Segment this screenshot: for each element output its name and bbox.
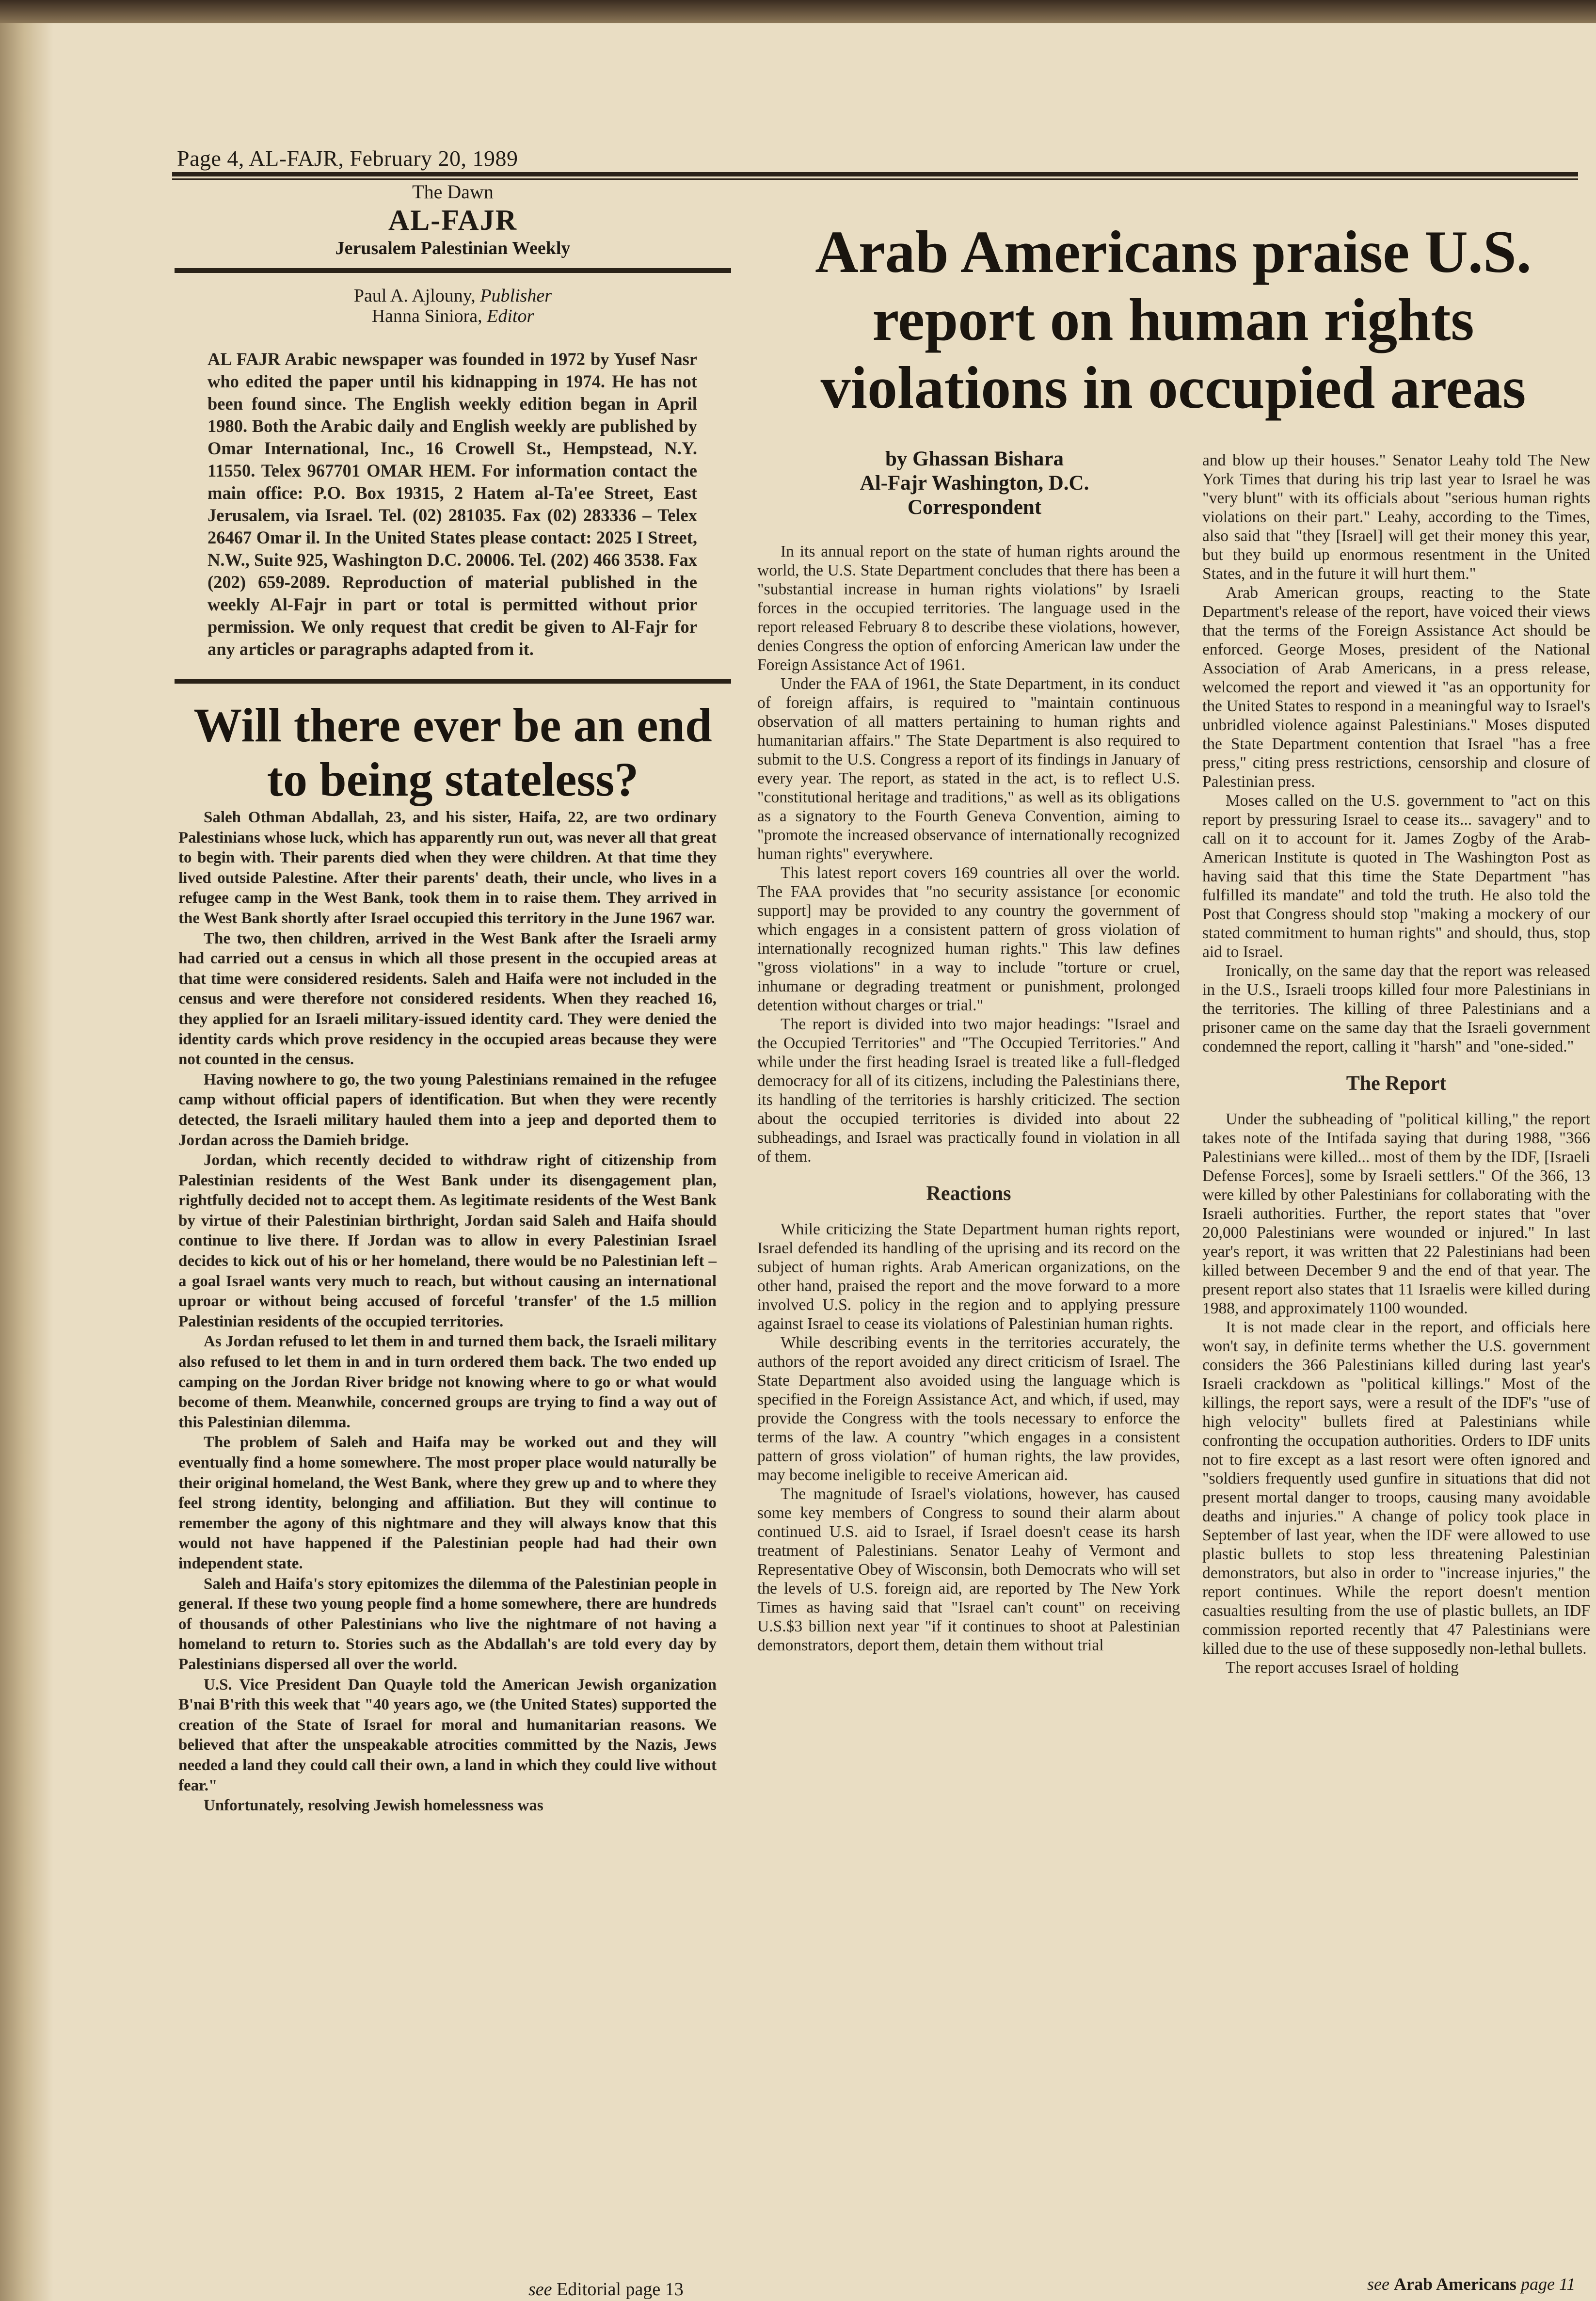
article-paragraph: The magnitude of Israel's violations, however, has caused some key members of Congress to sound their alarm about continued U.S. aid to Israel, if Israel doesn't cease its harsh treatment of Palestinians. Senator Leahy of Vermont and Representative Obey of Wisconsin, both Democrats who will set the levels of U.S. foreign aid, are reported by The New York Times as having said that "Israel can't count" on receiving U.S.$3 billion next year "if it continues to shoot at Palestinian demonstrators, deport them, detain them without trial (757, 1485, 1180, 1654)
editorial-body (178, 808, 717, 1816)
page-header-line: Page 4, AL-FAJR, February 20, 1989 (177, 146, 518, 171)
editorial-jump-see: see (528, 2279, 552, 2300)
header-rule-top (172, 172, 1578, 176)
editorial-paragraph: The two, then children, arrived in the West Bank after the Israeli army had carried out a census in which all those present in the occupied areas at that time were considered residents. Saleh and Haifa were not included in the census and were therefore not considered residents. When they reached 16, they applied for an Israeli military-issued identity card. They were denied the identity cards which prove residency in the occupied areas because they were not counted in the census. (178, 929, 717, 1069)
header-rule-thin (172, 178, 1578, 180)
article-paragraph: Arab American groups, reacting to the State Department's release of the report, have voiced their views that the terms of the Foreign Assistance Act should be enforced. George Moses, president of the National Association of Arab Americans, in a press release, welcomed the report and viewed it "as an opportunity for the United States to respond in a meaningful way to Israel's unbridled violence against Palestinians." Moses disputed the State Department contention that Israel "has a free press," citing press restrictions, censorship and closure of Palestinian press. (1202, 584, 1590, 791)
editorial-paragraph: Jordan, which recently decided to withdraw right of citizenship from Palestinian residents of the West Bank under its disengagement plan, rightfully decided not to accept them. As legitimate residents of the West Bank by virtue of their Palestinian birthright, Jordan said Saleh and Haifa should continue to live there. If Jordan was to allow in every Palestinian Israel decides to kick out of his or her homeland, there would be no Palestinian left – a goal Israel wants very much to reach, but without causing an international uproar or without being accused of forceful 'transfer' of the 1.5 million Palestinian residents of the occupied territories. (178, 1151, 717, 1330)
article-byline (756, 447, 1193, 520)
editorial-paragraph: Saleh and Haifa's story epitomizes the dilemma of the Palestinian people in general. If these two young people find a home somewhere, there are hundreds of thousands of other Palestinians who live the nightmare of not having a homeland to return to. Stories such as the Abdallah's are told every day by Palestinians dispersed all over the world. (178, 1575, 717, 1673)
masthead-subtitle: Jerusalem Palestinian Weekly (335, 238, 571, 258)
publisher-name: Paul A. Ajlouny, (353, 286, 476, 306)
article-column-2 (1202, 451, 1590, 1677)
editorial-rule (175, 679, 731, 684)
article-column-1 (757, 542, 1180, 1655)
article-paragraph: It is not made clear in the report, and officials here won't say, in definite terms whether the U.S. government considers the 366 Palestinians killed during last year's Israeli crackdown as "political killings." Most of the killings, the report says, were a result of the IDF's "use of high velocity" bullets fired at Palestinians while confronting the occupation authorities. Orders to IDF units not to fire except as a last resort were often ignored and "soldiers frequently used gunfire in situations that did not present mortal danger to troops, causing many avoidable deaths and injuries." A change of policy took place in September of last year, when the IDF were allowed to use plastic bullets to stop less threatening Palestinian demonstrators, but also in order to "increase injuries," the report continues. While the report doesn't mention casualties resulting from the use of plastic bullets, an IDF commission reported recently that 47 Palestinians were killed due to the use of these supposedly non-lethal bullets. (1202, 1318, 1590, 1658)
editorial-paragraph: Saleh Othman Abdallah, 23, and his sister, Haifa, 22, are two ordinary Palestinians whose luck, which has apparently run out, was never all that great to begin with. Their parents died when they were children. At that time they lived outside Palestine. After their parents' death, their uncle, who lives in a refugee camp in the West Bank, took them in to raise them. They arrived in the West Bank shortly after Israel occupied this territory in the June 1967 war. (178, 809, 717, 927)
editorial-paragraph: As Jordan refused to let them in and turned them back, the Israeli military also refused to let them in and in turn ordered them back. The two ended up camping on the Jordan River bridge not knowing where to go or what would become of them. Meanwhile, concerned groups are trying to find a way out of this Palestinian dilemma. (178, 1333, 717, 1431)
editorial-headline: Will there ever be an end to being stateless? (193, 698, 712, 806)
masthead-name: AL-FAJR (388, 204, 518, 236)
article-jump-see: see (1367, 2274, 1389, 2294)
subhead-the-report: The Report (1346, 1072, 1447, 1095)
page-top-edge (0, 0, 1596, 23)
article-paragraph: The report is divided into two major headings: "Israel and the Occupied Territories" and "The Occupied Territories." And while under the first heading Israel is treated like a full-fledged democracy for all of its citizens, including the Palestinians there, its handling of the territories is harshly criticized. The section about the occupied territories is divided into about 22 subheadings, and Israel was practically found in violation in all of them. (757, 1015, 1180, 1166)
article-paragraph: Under the FAA of 1961, the State Department, in its conduct of foreign affairs, is required to "maintain continuous observation of all matters pertaining to human rights and humanitarian affairs." The State Department is also required to submit to the U.S. Congress a report of its findings in January of every year. The report, as stated in the act, is to reflect U.S. "constitutional heritage and traditions," as well as its obligations as a signatory to the Fourth Geneva Convention, aiming to "promote the increased observance of internationally recognized human rights" everywhere. (757, 675, 1180, 863)
masthead-info: AL FAJR Arabic newspaper was founded in 1972 by Yusef Nasr who edited the paper until his kidnapping in 1974. He has not been found since. The English weekly edition began in April 1980. Both the Arabic daily and English weekly are published by Omar International, Inc., 16 Crowell St., Hempstead, N.Y. 11550. Telex 967701 OMAR HEM. For information contact the main office: P.O. Box 19315, 2 Hatem al-Ta'ee Street, East Jerusalem, via Israel. Tel. (02) 281035. Fax (02) 283336 – Telex 26467 Omar il. In the United States please contact: 2025 I Street, N.W., Suite 925, Washington D.C. 20006. Tel. (202) 466 3538. Fax (202) 659-2089. Reproduction of material published in the weekly Al-Fajr in part or total is permitted without prior permission. We only request that credit be given to Al-Fajr for any articles or paragraphs adapted from it. (207, 349, 697, 659)
editor-name: Hanna Siniora, (371, 306, 482, 326)
editorial-paragraph: U.S. Vice President Dan Quayle told the American Jewish organization B'nai B'rith this week that "40 years ago, we (the United States) supported the creation of the State of Israel for moral and humanitarian reasons. We believed that after the unspeakable atrocities committed by the Nazis, Jews needed a land they could call their own, a land in which they could live without fear." (178, 1676, 717, 1794)
masthead-rule (175, 268, 731, 273)
article-paragraph: The report accuses Israel of holding (1226, 1659, 1459, 1677)
publisher-role: Publisher (480, 286, 552, 306)
article-paragraph: This latest report covers 169 countries all over the world. The FAA provides that "no security assistance [or economic support] may be provided to any country the government of which engages in a consistent pattern of gross violation of internationally recognized human rights." This law defines "gross violations" in a way to include "torture or cruel, inhumane or degrading treatment or punishment, prolonged detention without charges or trial." (757, 864, 1180, 1014)
article-paragraph: Under the subheading of "political killing," the report takes note of the Intifada saying that during 1988, "366 Palestinians were killed... most of them by the IDF, [Israeli Defense Forces], some by Israeli settlers." Of the 366, 13 were killed by other Palestinians for collaborating with the Israeli authorities. Further, the report states that "over 20,000 Palestinians were wounded or injured." In last year's report, it was written that 22 Palestinians had been killed between December 9 and the end of that year. The present report also states that 11 Israelis were killed during 1988, and approximately 1100 wounded. (1202, 1110, 1590, 1317)
article-paragraph: Ironically, on the same day that the report was released in the U.S., Israeli troops killed four more Palestinians in the territories. The killing of three Palestinians and a prisoner came on the same day that the Israeli government condemned the report, calling it "harsh" and "one-sided." (1202, 962, 1590, 1055)
article-paragraph: and blow up their houses." Senator Leahy told The New York Times that during his trip last year to Israel he was "very blunt" with its officials about "serious human rights violations on their part." Leahy, according to the Times, also said that "they [Israel] will get their money this year, but they build up enormous resentment in the United States, and in the future it will hurt them." (1202, 451, 1590, 583)
article-jump-page: page 11 (1520, 2274, 1576, 2294)
masthead-dawn: The Dawn (412, 181, 494, 203)
binding-shadow (0, 0, 53, 2301)
article-paragraph: In its annual report on the state of human rights around the world, the U.S. State Department concludes that there has been a "substantial increase in human rights violations" by Israeli forces in the occupied territories. The language used in the report released February 8 to describe these violations, however, denies Congress the option of enforcing American law under the Foreign Assistance Act of 1961. (757, 543, 1180, 674)
editor-role: Editor (487, 306, 534, 326)
article-paragraph: While criticizing the State Department human rights report, Israel defended its handling of the uprising and its record on the subject of human rights. Arab American organizations, on the other hand, praised the report and the move forward to a more involved U.S. policy in the region and to applying pressure against Israel to cease its violations of Palestinian human rights. (757, 1220, 1180, 1333)
editor-line (175, 305, 731, 327)
editorial-jump (528, 2279, 684, 2300)
editorial-paragraph: The problem of Saleh and Haifa may be worked out and they will eventually find a home somewhere. The most proper place would naturally be their original homeland, the West Bank, where they grew up and to where they feel strong identity, belonging and affiliation. But they will continue to remember the agony of this nightmare and they will always know that this would not have happened if the Palestinian people had had their own independent state. (178, 1434, 717, 1572)
editorial-paragraph: Unfortunately, resolving Jewish homelessness was (204, 1797, 543, 1815)
byline-author: by Ghassan Bishara (885, 447, 1064, 470)
publisher-line (175, 285, 731, 306)
article-paragraph: While describing events in the territories accurately, the authors of the report avoided any direct criticism of Israel. The State Department also avoided using the language which is specified in the Foreign Assistance Act, and which, if used, may provide the Congress with the tools necessary to enforce the terms of the law. A country "which engages in a consistent pattern of gross violation" of human rights, the law provides, may become ineligible to receive American aid. (757, 1334, 1180, 1484)
article-paragraph: Moses called on the U.S. government to "act on this report by pressuring Israel to cease its... savagery" and to call on it to account for it. James Zogby of the Arab-American Institute is quoted in The Washington Post as having said that this time the State Department "has fulfilled its mandate" and told the truth. He also told the Post that Congress should stop "making a mockery of our stated commitment to human rights" and should, thus, stop aid to Israel. (1202, 792, 1590, 961)
editorial-jump-target: Editorial page 13 (557, 2279, 684, 2300)
byline-bureau: Al-Fajr Washington, D.C. (860, 472, 1089, 495)
byline-title: Correspondent (907, 496, 1042, 519)
editorial-paragraph: Having nowhere to go, the two young Palestinians remained in the refugee camp without official papers of identification. But when they were recently detected, the Israeli military hauled them into a jeep and deported them to Jordan across the Damieh bridge. (178, 1071, 717, 1149)
article-headline: Arab Americans praise U.S. report on human rights violations in occupied areas (815, 219, 1532, 421)
article-jump-bold: Arab Americans (1393, 2274, 1516, 2294)
article-jump (1367, 2274, 1575, 2294)
subhead-reactions: Reactions (926, 1182, 1011, 1205)
